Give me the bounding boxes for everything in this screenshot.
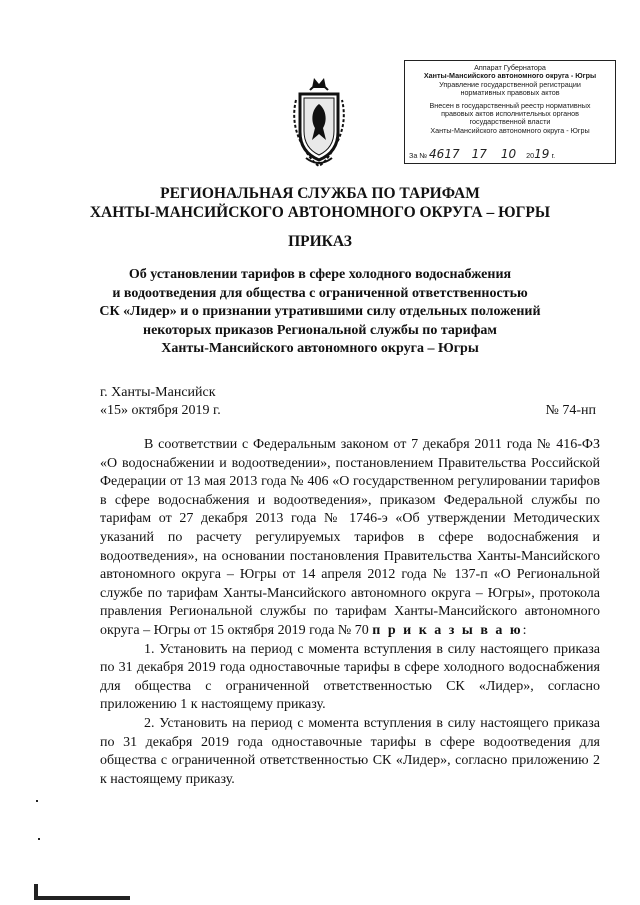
city: г. Ханты-Мансийск (100, 385, 216, 400)
stamp-line: Ханты-Мансийского автономного округа - Югры (430, 125, 590, 135)
subject-line: и водоотведения для общества с ограниченной ответственностью (112, 285, 528, 301)
stamp-reg-suffix: г. (551, 150, 556, 160)
stamp-reg-prefix: За № (409, 150, 428, 160)
stamp-reg-year: 19 (534, 146, 550, 161)
subject-line: Об установлении тарифов в сфере холодного водоснабжения (128, 267, 512, 282)
stamp-reg-number: 4617 (429, 146, 460, 161)
stamp-line: Ханты-Мансийского автономного округа - Югры (423, 71, 597, 81)
stamp-line: Управление государственной регистрации (439, 79, 581, 89)
scan-mark (34, 896, 130, 900)
document-type: ПРИКАЗ (288, 233, 352, 250)
preamble-paragraph (100, 436, 600, 641)
stamp-line: правовых актов исполнительных органов (441, 109, 579, 119)
stamp-reg-day: 17 (471, 146, 487, 161)
stamp-line: нормативных правовых актов (460, 88, 560, 98)
document-body (100, 436, 600, 789)
order-word: п р и к а з ы в а ю (372, 622, 523, 638)
stamp-line: Внесен в государственный реестр нормативных (429, 100, 591, 110)
subject-line: Ханты-Мансийского автономного округа – Югры (161, 341, 479, 356)
document-subject (0, 266, 640, 359)
stamp-reg-month: 10 (500, 146, 517, 161)
stamp-line: государственной власти (469, 117, 551, 127)
document-number: № 74-нп (545, 403, 596, 418)
agency-name-line1: РЕГИОНАЛЬНАЯ СЛУЖБА ПО ТАРИФАМ (160, 185, 480, 202)
coat-of-arms-emblem (286, 70, 352, 170)
stamp-line: Аппарат Губернатора (474, 63, 546, 72)
registration-stamp (404, 60, 616, 164)
stamp-registration-line (409, 146, 613, 161)
agency-name-line2: ХАНТЫ-МАНСИЙСКОГО АВТОНОМНОГО ОКРУГА – ЮГРЫ (89, 204, 551, 221)
scan-speck (36, 800, 38, 802)
preamble-text: В соответствии с Федеральным законом от 7 декабря 2011 года № 416-ФЗ «О водоснабжении и водоотведении», постановлением Правительства Российской Федерации от 13 мая 2013 года № 406 «О государственном регулировании тарифов в сфере водоснабжения и водоотведения», приказом Федеральной службы по тарифам от 27 декабря 2013 года № 1746-э «Об утверждении Методических указаний по расчету регулируемых тарифов в сфере водоснабжения и водоотведения», на основании постановления Правительства Ханты-Мансийского автономного округа – Югры от 14 апреля 2012 года № 137-п «О Региональной службе по тарифам Ханты-Мансийского автономного округа – Югры», протокола правления Региональной службы по тарифам Ханты-Мансийского автономного округа – Югры от 15 октября 2019 года № 70 (100, 437, 600, 638)
order-colon: : (522, 622, 527, 638)
subject-line: СК «Лидер» и о признании утратившими силу отдельных положений (99, 304, 541, 319)
order-item-2: 2. Установить на период с момента вступления в силу настоящего приказа по 31 декабря 2019 года одноставочные тарифы в сфере водоотведения для общества с ограниченной ответственностью СК «Лидер», согласно приложению 2 к настоящему приказу. (100, 715, 600, 787)
subject-line: некоторых приказов Региональной службы по тарифам (143, 322, 497, 338)
scan-speck (38, 838, 40, 840)
order-item-1: 1. Установить на период с момента вступления в силу настоящего приказа по 31 декабря 2019 года одноставочные тарифы в сфере холодного водоснабжения для общества с ограниченной ответственностью СК «Лидер», согласно приложению 1 к настоящему приказу. (100, 641, 600, 713)
stamp-reg-year-prefix: 20 (526, 150, 535, 160)
date: «15» октября 2019 г. (100, 403, 221, 418)
place-and-date (100, 384, 221, 420)
